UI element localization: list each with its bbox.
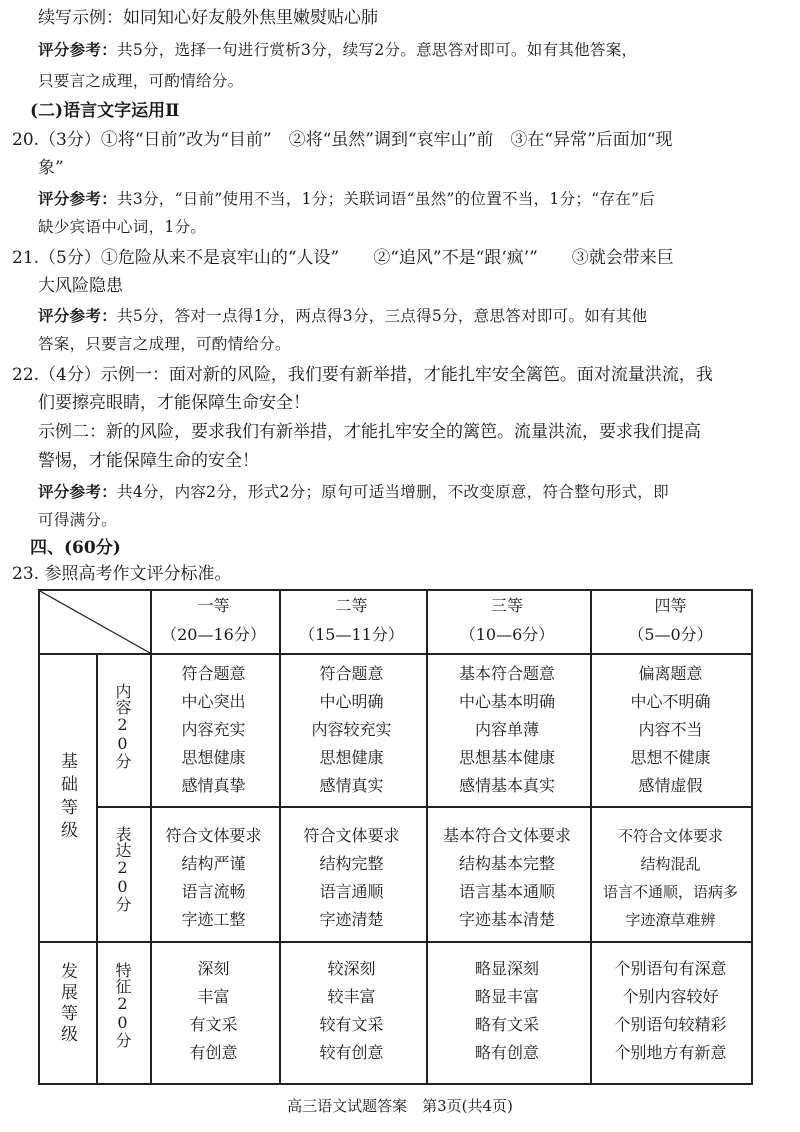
cell-line: 较有创意 xyxy=(319,1043,384,1062)
cell-line: 丰富 xyxy=(197,987,230,1006)
scoring-body: 共5分，选择一句进行赏析3分，续写2分。意思答对即可。如有其他答案， xyxy=(117,41,638,59)
table-cell xyxy=(590,822,751,934)
row-label-expression xyxy=(111,826,135,912)
cell-line: 略有文采 xyxy=(474,1015,539,1034)
cell-line: 略显丰富 xyxy=(474,987,539,1006)
table-cell xyxy=(150,660,277,800)
row-divider xyxy=(96,806,751,808)
row-label-feature xyxy=(111,962,135,1048)
table-cell xyxy=(426,822,588,934)
table-cell xyxy=(590,955,751,1067)
answer-22-line2: 们要擦亮眼睛，才能保障生命安全！ xyxy=(38,393,310,413)
cell-line: 符合文体要求 xyxy=(165,826,262,845)
cell-line: 字迹工整 xyxy=(181,910,246,929)
row-label-content xyxy=(111,683,135,769)
answer-21-line2: 大风险隐患 xyxy=(38,276,123,296)
row-divider xyxy=(40,653,751,655)
answer-20-line1: 20.（3分）①将“日前”改为“目前” ②将“虽然”调到“哀牢山”前 ③在“异常”后面加“现 xyxy=(12,130,673,150)
table-cell xyxy=(590,660,751,800)
answer-23: 23. 参照高考作文评分标准。 xyxy=(12,564,232,584)
cell-line: 较深刻 xyxy=(327,959,376,978)
cell-line: 较有文采 xyxy=(319,1015,384,1034)
cell-line: 不符合文体要求 xyxy=(617,827,723,845)
cell-line: 语言流畅 xyxy=(181,882,246,901)
cell-line: 中心突出 xyxy=(181,692,246,711)
cell-line: 感情虚假 xyxy=(638,776,703,795)
group-label-basic xyxy=(55,752,79,844)
cell-line: 结构基本完整 xyxy=(458,854,555,873)
cell-line: 思想健康 xyxy=(181,748,246,767)
scoring-note-tail: 只要言之成理，可酌情给分。 xyxy=(38,72,244,90)
grade-name: 二等 xyxy=(335,596,368,615)
cell-line: 中心明确 xyxy=(319,692,384,711)
cell-line: 有创意 xyxy=(189,1043,238,1062)
scoring-note xyxy=(38,38,800,62)
cell-line: 符合文体要求 xyxy=(303,826,400,845)
cell-line: 中心基本明确 xyxy=(458,692,555,711)
continuation-example: 续写示例：如同知心好友般外焦里嫩熨贴心肺 xyxy=(38,8,378,28)
cell-line: 结构完整 xyxy=(319,854,384,873)
cell-line: 略显深刻 xyxy=(474,959,539,978)
cell-line: 思想健康 xyxy=(319,748,384,767)
scoring-body: 共3分，“日前”使用不当，1分；关联词语“虽然”的位置不当，1分；“存在”后 xyxy=(117,190,656,208)
scoring-note xyxy=(38,480,800,504)
row-label-text: 特征20分 xyxy=(113,962,132,1048)
cell-line: 内容单薄 xyxy=(474,720,539,739)
row-divider xyxy=(40,941,751,943)
cell-line: 字迹基本清楚 xyxy=(458,910,555,929)
cell-line: 略有创意 xyxy=(474,1043,539,1062)
scoring-line xyxy=(38,41,637,59)
cell-line: 结构严谨 xyxy=(181,854,246,873)
scoring-body: 共5分，答对一点得1分，两点得3分，三点得5分，意思答对即可。如有其他 xyxy=(117,307,648,325)
section-heading: 四、(60分) xyxy=(30,538,121,558)
grade-range: （20—16分） xyxy=(161,625,266,644)
section-heading: (二)语言文字运用Ⅱ xyxy=(30,101,180,121)
cell-line: 个别地方有新意 xyxy=(614,1043,727,1062)
cell-line: 深刻 xyxy=(197,959,230,978)
table-cell xyxy=(279,660,424,800)
cell-line: 较丰富 xyxy=(327,987,376,1006)
group-label-text: 基础等级 xyxy=(57,752,77,844)
answer-22-line1: 22.（4分）示例一：面对新的风险，我们要有新举措，才能扎牢安全篱笆。面对流量洪流，我 xyxy=(12,365,713,385)
grade-name: 四等 xyxy=(654,596,687,615)
group-label-development xyxy=(55,962,79,1046)
scoring-note-tail: 答案，只要言之成理，可酌情给分。 xyxy=(38,335,291,353)
scoring-note-tail: 缺少宾语中心词，1分。 xyxy=(38,218,207,236)
table-cell xyxy=(279,955,424,1067)
cell-line: 基本符合题意 xyxy=(458,664,555,683)
table-cell xyxy=(150,822,277,934)
table-cell xyxy=(426,660,588,800)
corner-diagonal xyxy=(40,591,150,655)
table-cell xyxy=(150,955,277,1067)
cell-line: 思想不健康 xyxy=(630,748,711,767)
answer-21-line1: 21.（5分）①危险从来不是哀牢山的“人设” ②“追风”不是“跟‘疯’” ③就会带来巨 xyxy=(12,248,674,268)
cell-line: 内容充实 xyxy=(181,720,246,739)
row-label-text: 表达20分 xyxy=(113,826,132,912)
cell-line: 符合题意 xyxy=(319,664,384,683)
row-label-text: 内容20分 xyxy=(113,683,132,769)
scoring-body: 共4分，内容2分，形式2分；原句可适当增删，不改变原意，符合整句形式，即 xyxy=(117,483,669,501)
col-divider xyxy=(96,653,98,1083)
answer-22-line3: 示例二：新的风险，要求我们有新举措，才能扎牢安全的篱笆。流量洪流，要求我们提高 xyxy=(38,422,701,442)
group-label-text: 发展等级 xyxy=(57,962,77,1046)
table-cell xyxy=(279,822,424,934)
cell-line: 感情真实 xyxy=(319,776,384,795)
grade-range: （15—11分） xyxy=(299,625,404,644)
cell-line: 结构混乱 xyxy=(640,855,701,873)
scoring-label: 评分参考： xyxy=(38,189,118,208)
cell-line: 语言基本通顺 xyxy=(458,882,555,901)
scoring-note-tail: 可得满分。 xyxy=(38,511,118,529)
grade-range: （5—0分） xyxy=(628,625,713,644)
scoring-label: 评分参考： xyxy=(38,306,118,325)
table-cell xyxy=(426,955,588,1067)
scoring-label: 评分参考： xyxy=(38,40,118,59)
grade-name: 三等 xyxy=(490,596,523,615)
cell-line: 符合题意 xyxy=(181,664,246,683)
page-footer: 高三语文试题答案 第3页(共4页) xyxy=(287,1097,513,1115)
cell-line: 字迹潦草难辨 xyxy=(625,911,716,929)
cell-line: 语言不通顺，语病多 xyxy=(602,883,738,901)
cell-line: 内容不当 xyxy=(638,720,703,739)
cell-line: 内容较充实 xyxy=(311,720,392,739)
grade-name: 一等 xyxy=(197,596,230,615)
cell-line: 个别语句较精彩 xyxy=(614,1015,727,1034)
cell-line: 个别内容较好 xyxy=(622,987,719,1006)
answer-22-line4: 警惕，才能保障生命的安全！ xyxy=(38,451,259,471)
cell-line: 感情真挚 xyxy=(181,776,246,795)
scoring-note xyxy=(38,187,800,211)
cell-line: 感情基本真实 xyxy=(458,776,555,795)
answer-20-line2: 象” xyxy=(38,158,64,178)
cell-line: 个别语句有深意 xyxy=(614,959,727,978)
cell-line: 偏离题意 xyxy=(638,664,703,683)
cell-line: 语言通顺 xyxy=(319,882,384,901)
scoring-label: 评分参考： xyxy=(38,482,118,501)
cell-line: 字迹清楚 xyxy=(319,910,384,929)
grade-range: （10—6分） xyxy=(459,625,555,644)
scoring-note xyxy=(38,304,800,328)
cell-line: 思想基本健康 xyxy=(458,748,555,767)
cell-line: 基本符合文体要求 xyxy=(442,826,571,845)
cell-line: 中心不明确 xyxy=(630,692,711,711)
cell-line: 有文采 xyxy=(189,1015,238,1034)
